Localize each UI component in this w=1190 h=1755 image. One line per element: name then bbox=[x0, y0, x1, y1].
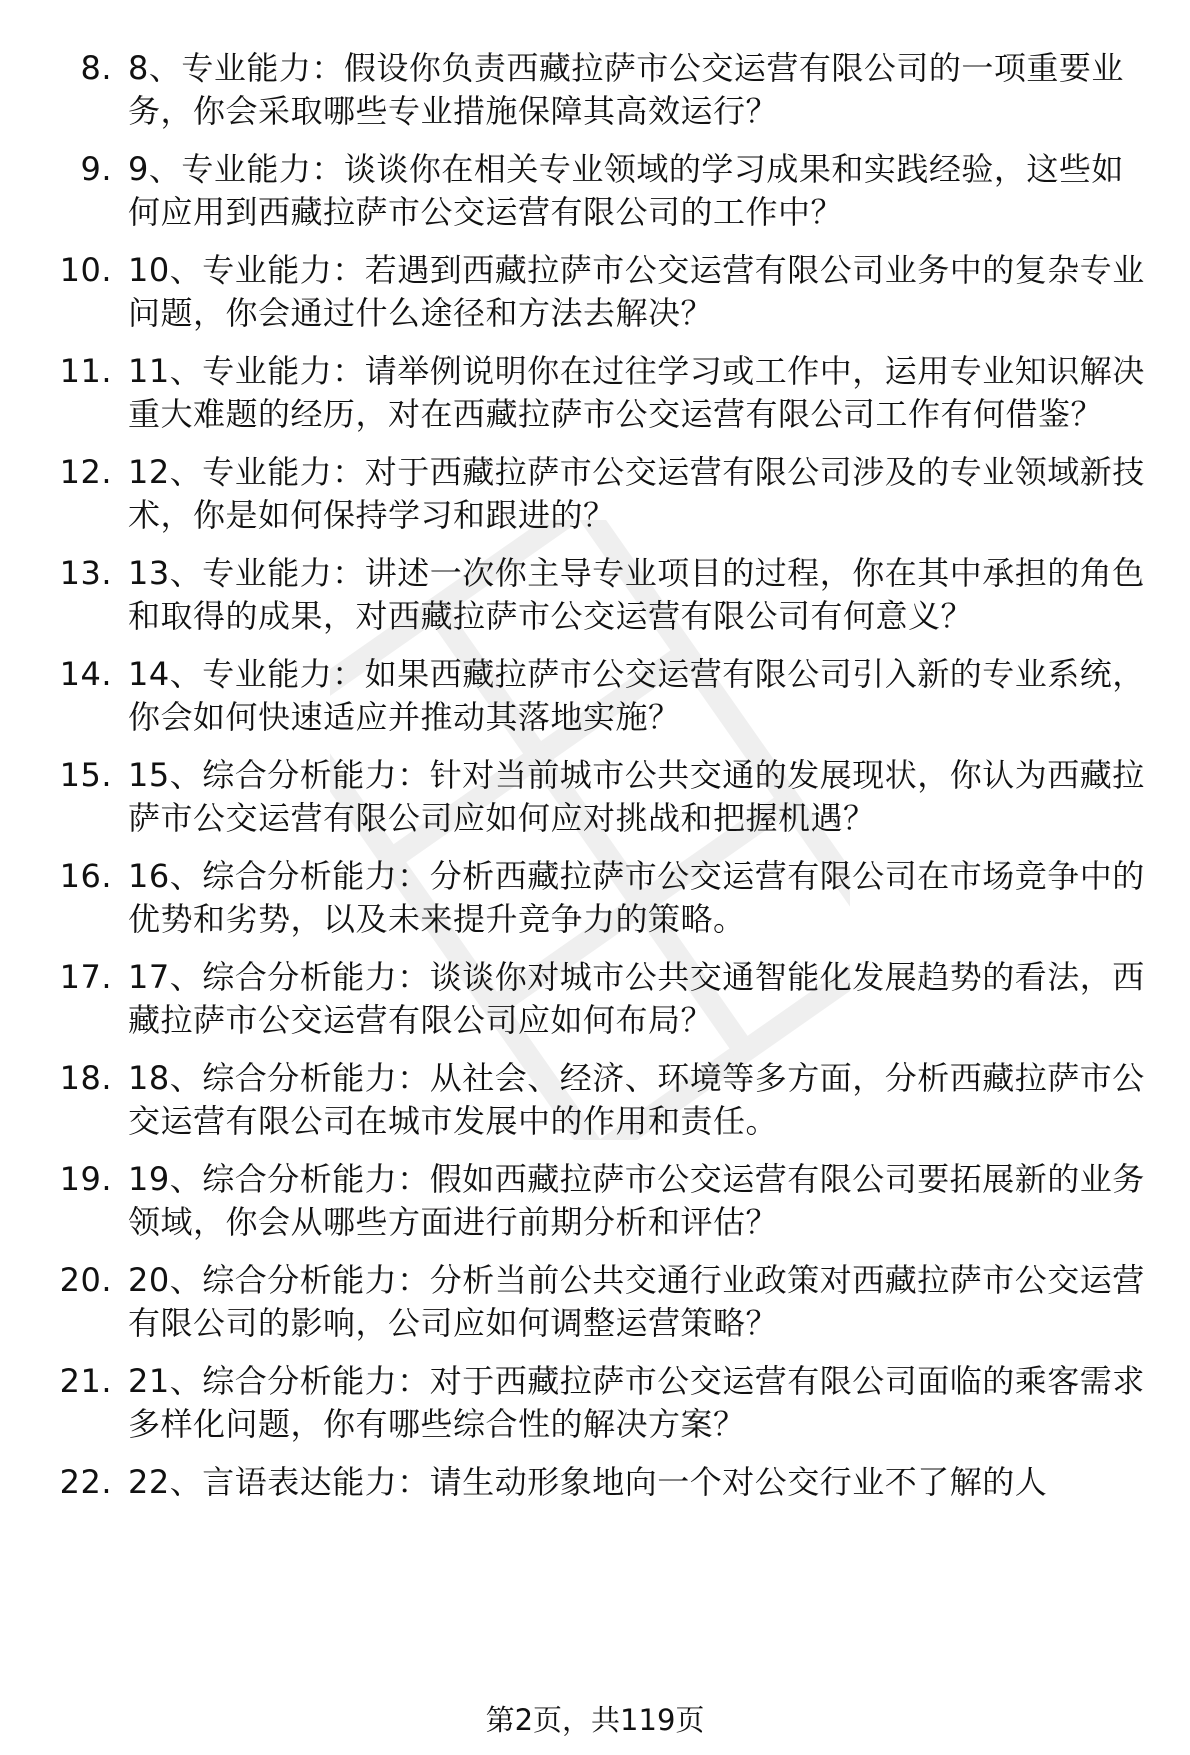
item-text: 20、综合分析能力：分析当前公共交通行业政策对西藏拉萨市公交运营有限公司的影响，公司应如何调整运营策略？ bbox=[128, 1261, 1145, 1342]
item-text: 15、综合分析能力：针对当前城市公共交通的发展现状，你认为西藏拉萨市公交运营有限公司应如何应对挑战和把握机遇？ bbox=[128, 756, 1145, 837]
list-item bbox=[0, 1461, 1190, 1504]
list-item bbox=[0, 47, 1190, 133]
list-item bbox=[0, 350, 1190, 436]
item-text: 14、专业能力：如果西藏拉萨市公交运营有限公司引入新的专业系统，你会如何快速适应并推动其落地实施？ bbox=[128, 655, 1145, 736]
item-text: 21、综合分析能力：对于西藏拉萨市公交运营有限公司面临的乘客需求多样化问题，你有哪些综合性的解决方案？ bbox=[128, 1362, 1145, 1443]
item-number: 11. bbox=[59, 352, 112, 390]
list-item bbox=[0, 451, 1190, 537]
list-item bbox=[0, 1360, 1190, 1446]
item-number: 16. bbox=[59, 857, 112, 895]
item-text: 22、言语表达能力：请生动形象地向一个对公交行业不了解的人 bbox=[128, 1463, 1048, 1501]
item-number: 10. bbox=[59, 251, 112, 289]
list-item bbox=[0, 148, 1190, 234]
item-number: 19. bbox=[59, 1160, 112, 1198]
item-number: 22. bbox=[59, 1463, 112, 1501]
item-text: 17、综合分析能力：谈谈你对城市公共交通智能化发展趋势的看法，西藏拉萨市公交运营有限公司应如何布局？ bbox=[128, 958, 1145, 1039]
list-item bbox=[0, 1057, 1190, 1143]
item-number: 8. bbox=[80, 49, 112, 87]
item-number: 14. bbox=[59, 655, 112, 693]
page-number: 第2页，共119页 bbox=[485, 1703, 705, 1737]
list-item bbox=[0, 653, 1190, 739]
question-list bbox=[0, 47, 1190, 1519]
list-item bbox=[0, 1259, 1190, 1345]
item-number: 21. bbox=[59, 1362, 112, 1400]
list-item bbox=[0, 754, 1190, 840]
item-text: 11、专业能力：请举例说明你在过往学习或工作中，运用专业知识解决重大难题的经历，对在西藏拉萨市公交运营有限公司工作有何借鉴？ bbox=[128, 352, 1145, 433]
item-text: 10、专业能力：若遇到西藏拉萨市公交运营有限公司业务中的复杂专业问题，你会通过什么途径和方法去解决？ bbox=[128, 251, 1145, 332]
item-number: 9. bbox=[80, 150, 112, 188]
item-number: 20. bbox=[59, 1261, 112, 1299]
item-text: 18、综合分析能力：从社会、经济、环境等多方面，分析西藏拉萨市公交运营有限公司在城市发展中的作用和责任。 bbox=[128, 1059, 1145, 1140]
list-item bbox=[0, 855, 1190, 941]
item-text: 16、综合分析能力：分析西藏拉萨市公交运营有限公司在市场竞争中的优势和劣势，以及未来提升竞争力的策略。 bbox=[128, 857, 1145, 938]
list-item bbox=[0, 1158, 1190, 1244]
list-item bbox=[0, 552, 1190, 638]
item-number: 13. bbox=[59, 554, 112, 592]
item-text: 12、专业能力：对于西藏拉萨市公交运营有限公司涉及的专业领域新技术，你是如何保持学习和跟进的？ bbox=[128, 453, 1145, 534]
item-number: 17. bbox=[59, 958, 112, 996]
item-text: 9、专业能力：谈谈你在相关专业领域的学习成果和实践经验，这些如何应用到西藏拉萨市公交运营有限公司的工作中？ bbox=[128, 150, 1124, 231]
item-text: 19、综合分析能力：假如西藏拉萨市公交运营有限公司要拓展新的业务领域，你会从哪些方面进行前期分析和评估？ bbox=[128, 1160, 1145, 1241]
item-text: 8、专业能力：假设你负责西藏拉萨市公交运营有限公司的一项重要业务，你会采取哪些专业措施保障其高效运行？ bbox=[128, 49, 1124, 130]
list-item bbox=[0, 249, 1190, 335]
list-item bbox=[0, 956, 1190, 1042]
item-number: 15. bbox=[59, 756, 112, 794]
item-text: 13、专业能力：讲述一次你主导专业项目的过程，你在其中承担的角色和取得的成果，对西藏拉萨市公交运营有限公司有何意义？ bbox=[128, 554, 1145, 635]
item-number: 18. bbox=[59, 1059, 112, 1097]
item-number: 12. bbox=[59, 453, 112, 491]
